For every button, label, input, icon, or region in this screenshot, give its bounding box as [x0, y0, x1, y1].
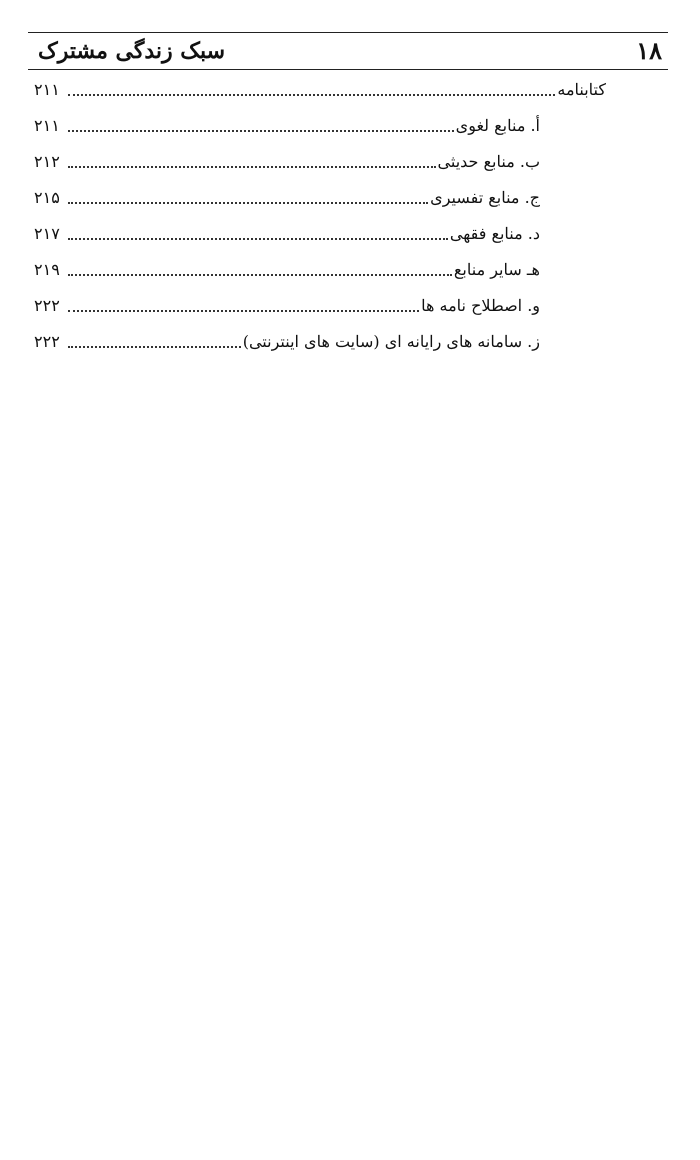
- dot-leader: [68, 238, 448, 240]
- toc-entry-page: ۲۲۲: [34, 332, 60, 351]
- toc-entry-page: ۲۱۹: [34, 260, 60, 279]
- page-number: ۱۸: [636, 36, 662, 65]
- toc-entry-page: ۲۱۷: [34, 224, 60, 243]
- dot-leader: [68, 130, 454, 132]
- toc-entry-page: ۲۱۵: [34, 188, 60, 207]
- toc-entry[interactable]: [34, 104, 540, 138]
- toc-entry-label: ز. سامانه های رایانه ای (سایت های اینترنتی): [242, 332, 540, 351]
- dot-leader: [68, 166, 436, 168]
- dot-leader: [68, 94, 555, 96]
- toc-entry-page: ۲۱۱: [34, 80, 60, 99]
- toc-entry[interactable]: [34, 248, 540, 282]
- page-header: [28, 32, 668, 70]
- toc-entry-label: کتابنامه: [557, 80, 606, 99]
- toc-entry[interactable]: [34, 212, 540, 246]
- toc-entry-label: أ. منابع لغوی: [455, 116, 540, 135]
- dot-leader: [68, 310, 419, 312]
- toc-entry-label: و. اصطلاح نامه ها: [421, 296, 540, 315]
- toc-entry-page: ۲۲۲: [34, 296, 60, 315]
- book-title: سبک زندگی مشترک: [38, 38, 226, 64]
- toc-entry-bibliography[interactable]: [34, 68, 606, 102]
- toc-entry-label: د. منابع فقهی: [449, 224, 540, 243]
- toc-entry-page: ۲۱۱: [34, 116, 60, 135]
- toc-entry[interactable]: [34, 140, 540, 174]
- toc-entry-label: ب. منابع حدیثی: [437, 152, 540, 171]
- toc-entry[interactable]: [34, 320, 540, 354]
- toc-entry-page: ۲۱۲: [34, 152, 60, 171]
- toc-entry[interactable]: [34, 176, 540, 210]
- dot-leader: [68, 202, 428, 204]
- dot-leader: [68, 346, 241, 348]
- toc-entry[interactable]: [34, 284, 540, 318]
- toc-entry-label: ج. منابع تفسیری: [430, 188, 540, 207]
- toc-entry-label: هـ سایر منابع: [453, 260, 540, 279]
- dot-leader: [68, 274, 452, 276]
